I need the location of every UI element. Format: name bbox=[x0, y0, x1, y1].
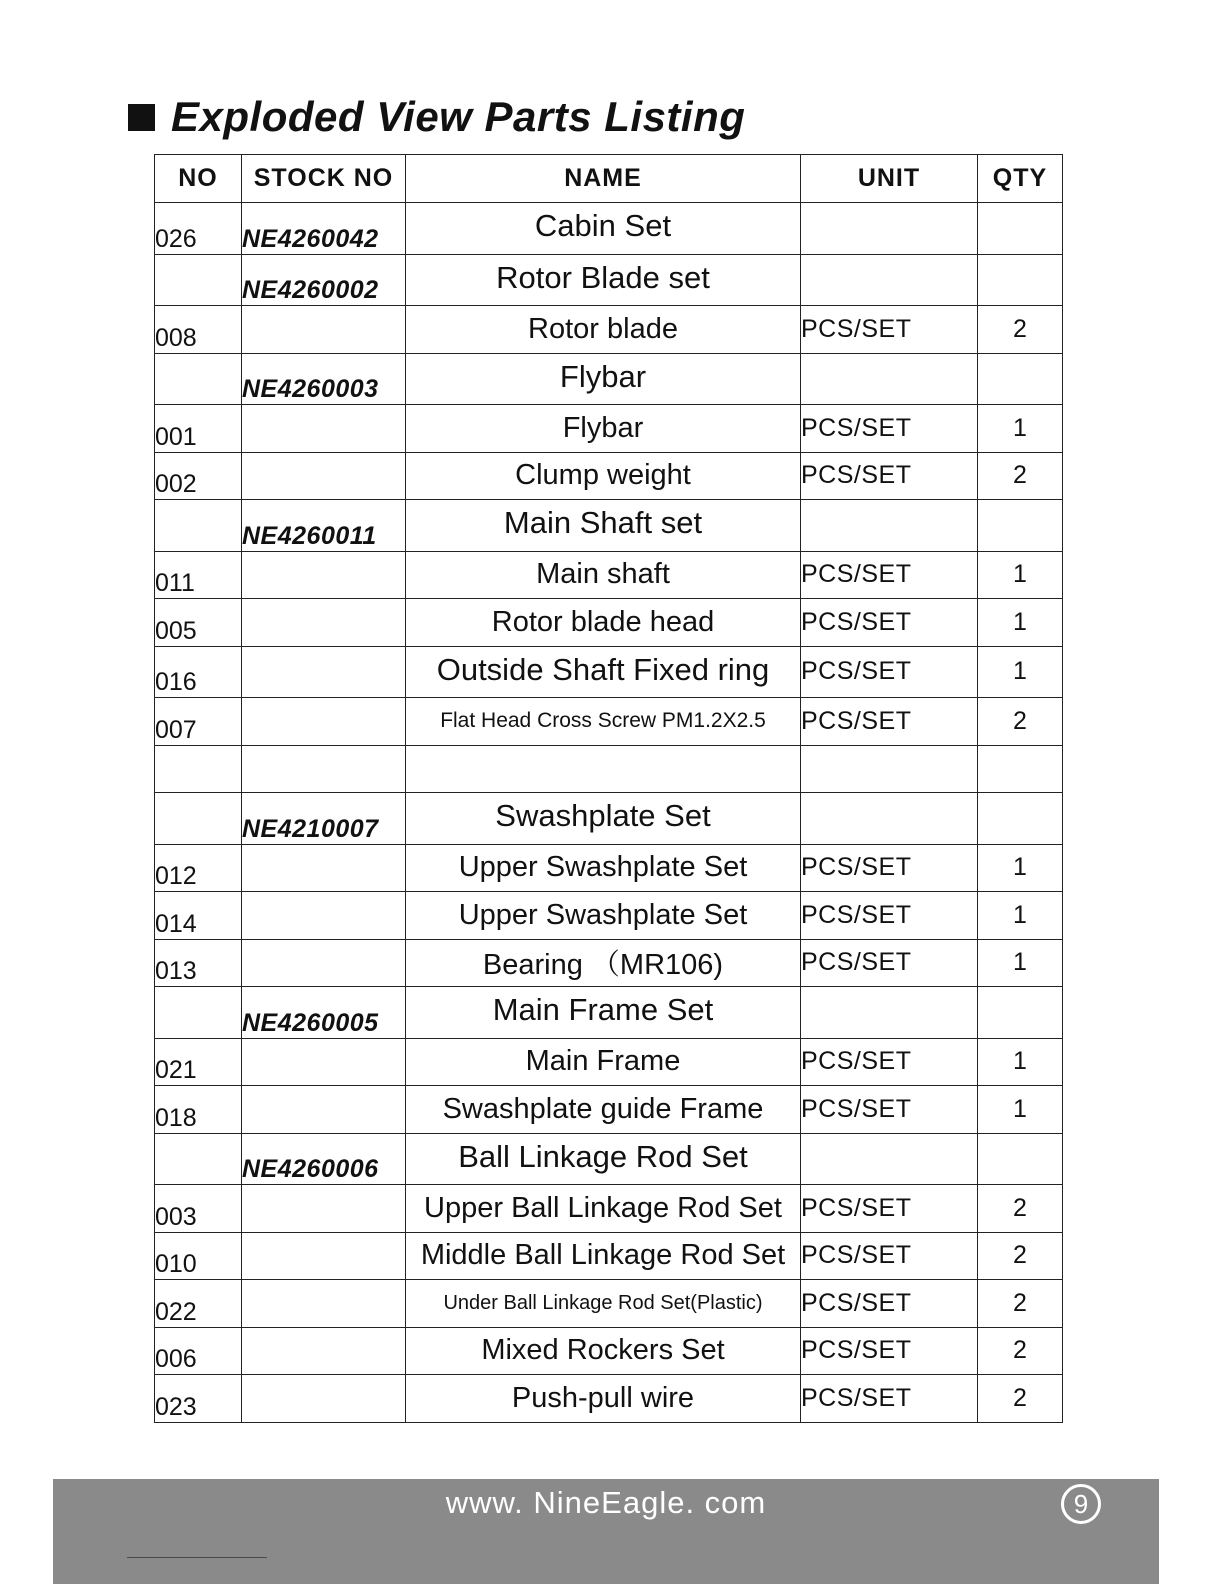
cell-qty: 1 bbox=[978, 939, 1063, 987]
cell-stock-no: NE4260003 bbox=[242, 353, 406, 405]
table-row bbox=[155, 1038, 1063, 1086]
table-row bbox=[155, 1185, 1063, 1233]
cell-name: Mixed Rockers Set bbox=[406, 1327, 801, 1375]
footer-bar bbox=[53, 1479, 1159, 1584]
cell-no: 016 bbox=[155, 646, 242, 698]
cell-name: Rotor blade head bbox=[406, 599, 801, 647]
cell-name: Main Frame bbox=[406, 1038, 801, 1086]
cell-no: 001 bbox=[155, 405, 242, 453]
cell-unit bbox=[801, 793, 978, 845]
cell-name: Bearing （MR106) bbox=[406, 939, 801, 987]
footer-url[interactable]: www. NineEagle. com bbox=[445, 1485, 767, 1520]
table-row bbox=[155, 500, 1063, 552]
table-header-row bbox=[155, 155, 1063, 203]
cell-stock-no bbox=[242, 306, 406, 354]
cell-qty bbox=[978, 353, 1063, 405]
header-qty: QTY bbox=[978, 155, 1063, 203]
cell-name: Upper Swashplate Set bbox=[406, 844, 801, 892]
table-row bbox=[155, 646, 1063, 698]
cell-stock-no bbox=[242, 599, 406, 647]
cell-no: 013 bbox=[155, 939, 242, 987]
table-row bbox=[155, 745, 1063, 793]
cell-no: 003 bbox=[155, 1185, 242, 1233]
cell-qty: 1 bbox=[978, 646, 1063, 698]
cell-unit bbox=[801, 254, 978, 306]
cell-unit: PCS/SET bbox=[801, 306, 978, 354]
parts-table bbox=[154, 154, 1063, 1423]
cell-no: 021 bbox=[155, 1038, 242, 1086]
header-unit: UNIT bbox=[801, 155, 978, 203]
cell-unit bbox=[801, 500, 978, 552]
table-row bbox=[155, 1280, 1063, 1328]
table-row bbox=[155, 405, 1063, 453]
table-row bbox=[155, 1232, 1063, 1280]
table-row bbox=[155, 599, 1063, 647]
table-row bbox=[155, 1327, 1063, 1375]
cell-unit: PCS/SET bbox=[801, 892, 978, 940]
cell-unit: PCS/SET bbox=[801, 452, 978, 500]
cell-stock-no bbox=[242, 745, 406, 793]
cell-no bbox=[155, 254, 242, 306]
cell-qty: 2 bbox=[978, 306, 1063, 354]
cell-unit bbox=[801, 203, 978, 255]
cell-qty: 1 bbox=[978, 599, 1063, 647]
cell-stock-no bbox=[242, 844, 406, 892]
cell-unit: PCS/SET bbox=[801, 1280, 978, 1328]
cell-name: Main Frame Set bbox=[406, 987, 801, 1039]
cell-qty: 2 bbox=[978, 1375, 1063, 1423]
cell-name: Flybar bbox=[406, 405, 801, 453]
cell-qty: 2 bbox=[978, 1327, 1063, 1375]
cell-no: 007 bbox=[155, 698, 242, 746]
cell-no: 010 bbox=[155, 1232, 242, 1280]
cell-unit bbox=[801, 745, 978, 793]
cell-qty bbox=[978, 500, 1063, 552]
cell-stock-no: NE4210007 bbox=[242, 793, 406, 845]
cell-no bbox=[155, 987, 242, 1039]
cell-unit: PCS/SET bbox=[801, 405, 978, 453]
cell-no: 006 bbox=[155, 1327, 242, 1375]
cell-unit bbox=[801, 1133, 978, 1185]
cell-name: Rotor Blade set bbox=[406, 254, 801, 306]
table-row bbox=[155, 203, 1063, 255]
table-row bbox=[155, 551, 1063, 599]
table-row bbox=[155, 939, 1063, 987]
cell-stock-no bbox=[242, 1232, 406, 1280]
cell-qty: 1 bbox=[978, 405, 1063, 453]
table-row bbox=[155, 844, 1063, 892]
cell-unit: PCS/SET bbox=[801, 939, 978, 987]
cell-stock-no bbox=[242, 1375, 406, 1423]
table-row bbox=[155, 987, 1063, 1039]
cell-name: Upper Swashplate Set bbox=[406, 892, 801, 940]
page-title-text: Exploded View Parts Listing bbox=[171, 93, 746, 140]
cell-unit: PCS/SET bbox=[801, 1038, 978, 1086]
cell-name: Main Shaft set bbox=[406, 500, 801, 552]
cell-unit: PCS/SET bbox=[801, 551, 978, 599]
table-row bbox=[155, 254, 1063, 306]
parts-table-body bbox=[155, 203, 1063, 1423]
cell-qty: 1 bbox=[978, 1086, 1063, 1134]
page-title bbox=[128, 92, 745, 142]
cell-no: 022 bbox=[155, 1280, 242, 1328]
cell-no bbox=[155, 353, 242, 405]
cell-qty: 1 bbox=[978, 892, 1063, 940]
cell-name: Swashplate guide Frame bbox=[406, 1086, 801, 1134]
table-row bbox=[155, 452, 1063, 500]
cell-stock-no bbox=[242, 892, 406, 940]
cell-no bbox=[155, 745, 242, 793]
cell-qty bbox=[978, 987, 1063, 1039]
header-name: NAME bbox=[406, 155, 801, 203]
table-row bbox=[155, 892, 1063, 940]
header-stock-no: STOCK NO bbox=[242, 155, 406, 203]
cell-no: 014 bbox=[155, 892, 242, 940]
cell-no: 005 bbox=[155, 599, 242, 647]
cell-qty bbox=[978, 1133, 1063, 1185]
table-row bbox=[155, 306, 1063, 354]
cell-qty bbox=[978, 793, 1063, 845]
cell-name: Push-pull wire bbox=[406, 1375, 801, 1423]
cell-stock-no bbox=[242, 1086, 406, 1134]
page-number: 9 bbox=[1061, 1484, 1101, 1524]
cell-unit: PCS/SET bbox=[801, 1086, 978, 1134]
cell-stock-no bbox=[242, 1280, 406, 1328]
cell-qty: 2 bbox=[978, 1280, 1063, 1328]
cell-no: 023 bbox=[155, 1375, 242, 1423]
cell-stock-no: NE4260042 bbox=[242, 203, 406, 255]
cell-name: Flybar bbox=[406, 353, 801, 405]
cell-stock-no bbox=[242, 1038, 406, 1086]
table-row bbox=[155, 793, 1063, 845]
cell-stock-no bbox=[242, 405, 406, 453]
cell-unit: PCS/SET bbox=[801, 1232, 978, 1280]
cell-stock-no bbox=[242, 452, 406, 500]
cell-unit: PCS/SET bbox=[801, 1375, 978, 1423]
cell-unit: PCS/SET bbox=[801, 1327, 978, 1375]
cell-qty bbox=[978, 745, 1063, 793]
cell-no: 018 bbox=[155, 1086, 242, 1134]
cell-unit: PCS/SET bbox=[801, 646, 978, 698]
cell-qty: 2 bbox=[978, 452, 1063, 500]
cell-unit: PCS/SET bbox=[801, 1185, 978, 1233]
cell-qty: 1 bbox=[978, 551, 1063, 599]
cell-stock-no bbox=[242, 698, 406, 746]
cell-stock-no: NE4260006 bbox=[242, 1133, 406, 1185]
cell-qty: 2 bbox=[978, 698, 1063, 746]
cell-no: 008 bbox=[155, 306, 242, 354]
cell-qty bbox=[978, 254, 1063, 306]
cell-unit bbox=[801, 987, 978, 1039]
cell-no: 011 bbox=[155, 551, 242, 599]
cell-name: Upper Ball Linkage Rod Set bbox=[406, 1185, 801, 1233]
cell-name: Rotor blade bbox=[406, 306, 801, 354]
cell-no bbox=[155, 1133, 242, 1185]
cell-stock-no bbox=[242, 1185, 406, 1233]
cell-qty bbox=[978, 203, 1063, 255]
cell-no: 026 bbox=[155, 203, 242, 255]
cell-unit: PCS/SET bbox=[801, 698, 978, 746]
cell-unit: PCS/SET bbox=[801, 599, 978, 647]
cell-unit: PCS/SET bbox=[801, 844, 978, 892]
cell-no bbox=[155, 793, 242, 845]
cell-stock-no bbox=[242, 646, 406, 698]
cell-qty: 2 bbox=[978, 1232, 1063, 1280]
cell-name: Clump weight bbox=[406, 452, 801, 500]
cell-name: Cabin Set bbox=[406, 203, 801, 255]
header-no: NO bbox=[155, 155, 242, 203]
cell-qty: 1 bbox=[978, 1038, 1063, 1086]
cell-name bbox=[406, 745, 801, 793]
cell-stock-no: NE4260011 bbox=[242, 500, 406, 552]
cell-qty: 1 bbox=[978, 844, 1063, 892]
table-row bbox=[155, 353, 1063, 405]
table-row bbox=[155, 1375, 1063, 1423]
cell-stock-no: NE4260002 bbox=[242, 254, 406, 306]
cell-stock-no bbox=[242, 939, 406, 987]
cell-stock-no bbox=[242, 1327, 406, 1375]
table-row bbox=[155, 1133, 1063, 1185]
cell-stock-no: NE4260005 bbox=[242, 987, 406, 1039]
cell-no: 002 bbox=[155, 452, 242, 500]
cell-name: Flat Head Cross Screw PM1.2X2.5 bbox=[406, 698, 801, 746]
cell-no: 012 bbox=[155, 844, 242, 892]
cell-qty: 2 bbox=[978, 1185, 1063, 1233]
cell-no bbox=[155, 500, 242, 552]
cell-name: Middle Ball Linkage Rod Set bbox=[406, 1232, 801, 1280]
cell-name: Main shaft bbox=[406, 551, 801, 599]
cell-unit bbox=[801, 353, 978, 405]
cell-stock-no bbox=[242, 551, 406, 599]
link-underline bbox=[127, 1557, 267, 1558]
cell-name: Ball Linkage Rod Set bbox=[406, 1133, 801, 1185]
table-row bbox=[155, 1086, 1063, 1134]
table-row bbox=[155, 698, 1063, 746]
cell-name: Under Ball Linkage Rod Set(Plastic) bbox=[406, 1280, 801, 1328]
cell-name: Swashplate Set bbox=[406, 793, 801, 845]
square-bullet-icon bbox=[128, 104, 155, 131]
cell-name: Outside Shaft Fixed ring bbox=[406, 646, 801, 698]
